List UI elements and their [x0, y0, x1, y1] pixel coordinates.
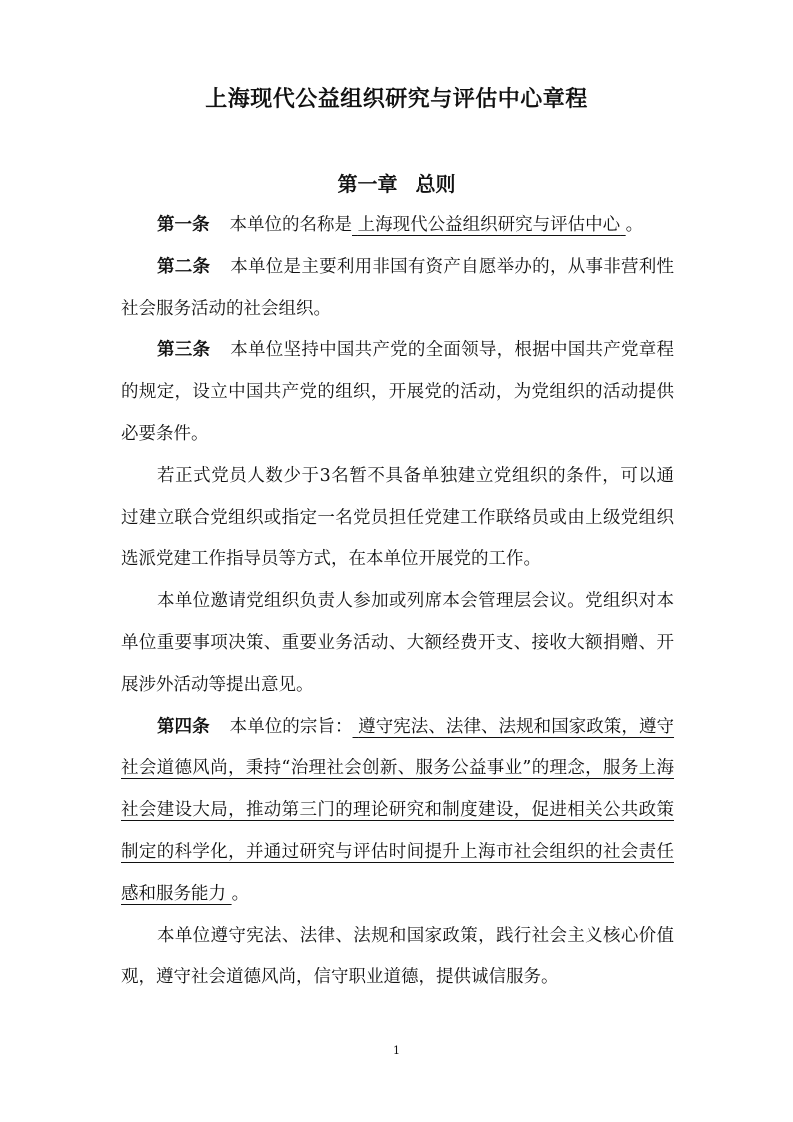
document-title: 上海现代公益组织研究与评估中心章程 [205, 87, 588, 112]
chapter-name: 总则 [415, 172, 456, 196]
chapter-heading [0, 168, 793, 197]
article-2 [121, 247, 674, 331]
article-4-filled-purpose: 遵守宪法、法律、法规和国家政策，遵守社会道德风尚，秉持“治理社会创新、服务公益事业”的理念，服务上海社会建设大局，推动第三门的理论研究和制度建设，促进相关公共政策制定的科学化，并通过研究与评估时间提升上海市社会组织的社会责任感和服务能力 [121, 716, 675, 904]
article-4-paragraph-2: 本单位遵守宪法、法律、法规和国家政策，践行社会主义核心价值观，遵守社会道德风尚，信守职业道德，提供诚信服务。 [121, 925, 674, 988]
chapter-number: 第一章 [337, 172, 398, 196]
article-1 [121, 205, 674, 247]
article-4-end: 。 [231, 883, 250, 904]
article-3-paragraph-3: 本单位邀请党组织负责人参加或列席本会管理层会议。党组织对本单位重要事项决策、重要业务活动、大额经费开支、接收大额捐赠、开展涉外活动等提出意见。 [121, 591, 674, 695]
article-2-text: 本单位是主要利用非国有资产自愿举办的，从事非营利性社会服务活动的社会组织。 [121, 256, 675, 319]
article-4-label: 第四条 [157, 716, 210, 737]
article-3-text: 本单位坚持中国共产党的全面领导，根据中国共产党章程的规定，设立中国共产党的组织，开展党的活动，为党组织的活动提供必要条件。 [121, 340, 675, 444]
article-2-label: 第二条 [157, 256, 211, 277]
page-number: 1 [393, 1044, 400, 1057]
document-body [121, 205, 674, 999]
article-4 [121, 707, 674, 916]
article-1-text: 本单位的名称是 [229, 215, 352, 235]
article-4-text: 本单位的宗旨： [229, 716, 353, 737]
article-3 [121, 330, 674, 455]
article-1-end: 。 [625, 215, 644, 235]
article-3-paragraph-2: 若正式党员人数少于3名暂不具备单独建立党组织的条件，可以通过建立联合党组织或指定一名党员担任党建工作联络员或由上级党组织选派党建工作指导员等方式，在本单位开展党的工作。 [121, 465, 674, 570]
article-3-label: 第三条 [157, 340, 211, 361]
article-1-label: 第一条 [157, 215, 210, 235]
article-1-filled-name: 上海现代公益组织研究与评估中心 [357, 215, 621, 235]
